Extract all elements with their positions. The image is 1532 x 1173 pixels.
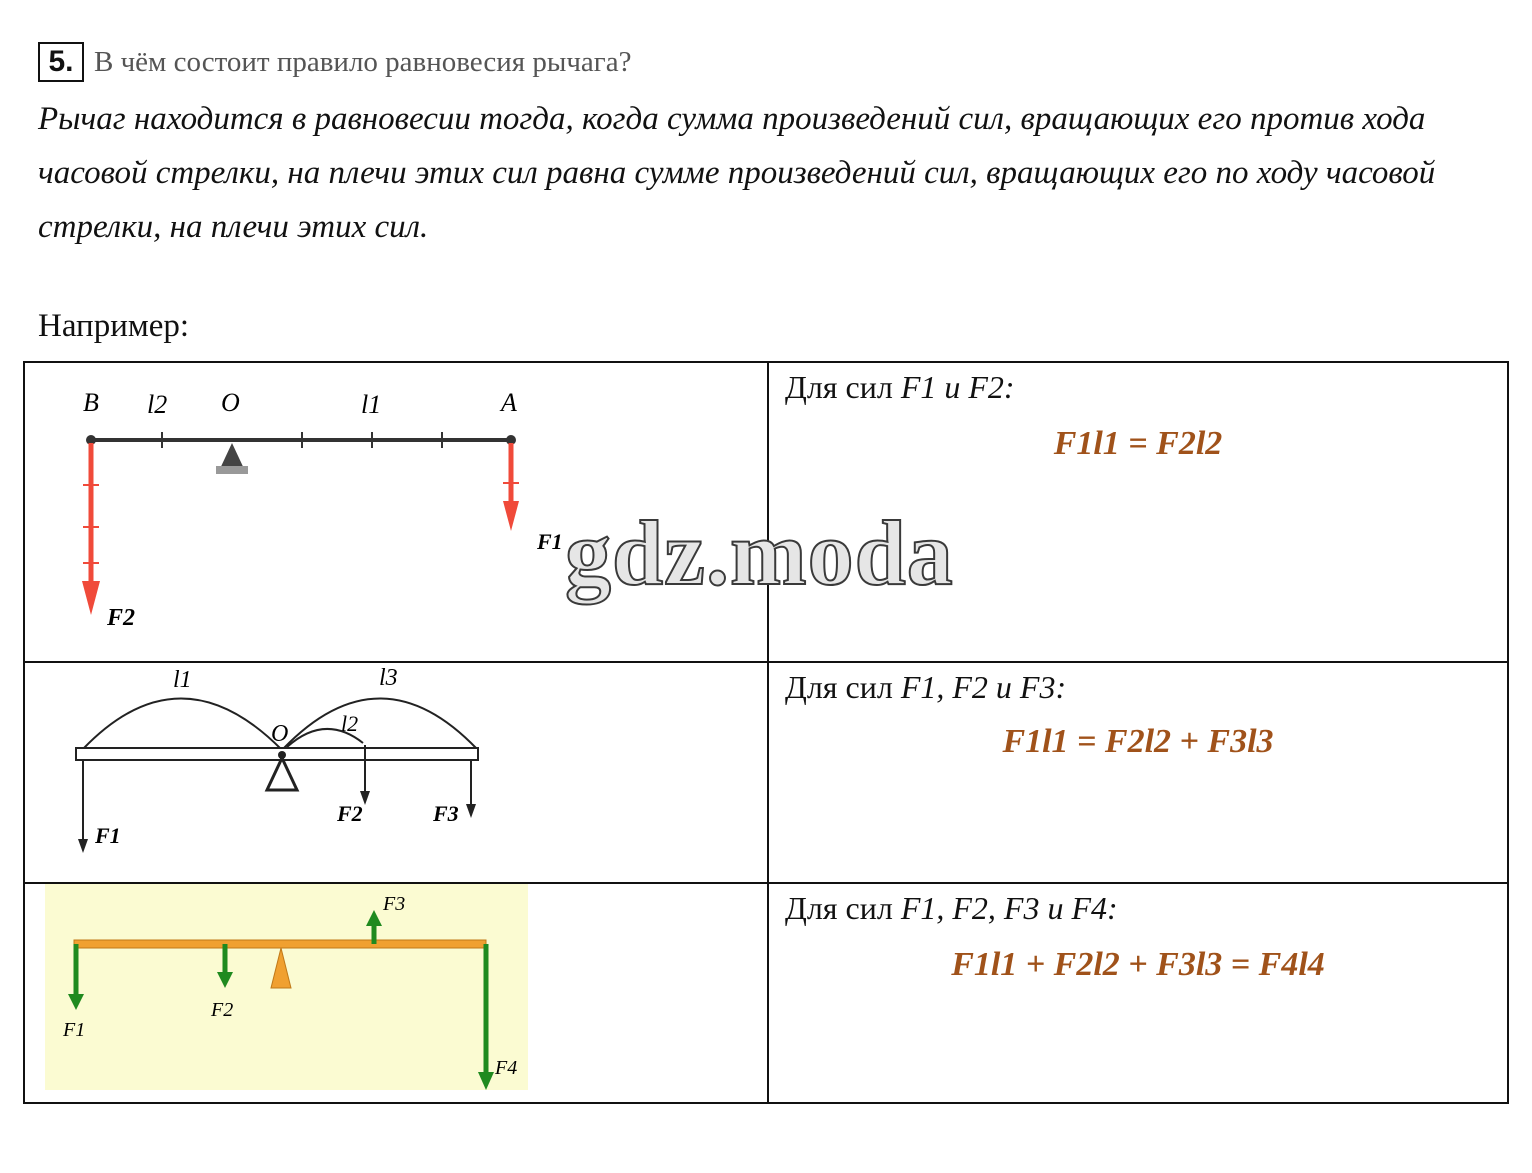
label-f4: F4 — [495, 1057, 518, 1079]
formula-3: F1l1 + F2l2 + F3l3 = F4l4 — [951, 946, 1325, 983]
label-l1: l1 — [173, 667, 192, 693]
forces-list-3: F1, F2, F3 и F4: — [900, 890, 1118, 926]
lever-figure-2 — [25, 663, 767, 877]
forces-label-1: Для сил F1 и F2: — [785, 369, 1015, 405]
formula-2: F1l1 = F2l2 + F3l3 — [1002, 723, 1274, 760]
table-row — [24, 883, 1508, 1103]
label-f1: F1 — [95, 823, 121, 848]
forces-label-3: Для сил F1, F2, F3 и F4: — [785, 890, 1118, 926]
answer-text: Рычаг находится в равновесии тогда, когда сумма произведений сил, вращающих его против хода часовой стрелки, на плечи этих сил равна сумме произведений сил, вращающих его по ходу часовой стрелки, на плечи этих сил. — [38, 101, 1436, 245]
label-f3: F3 — [433, 801, 459, 826]
forces-list-2: F1, F2 и F3: — [900, 669, 1067, 705]
label-f2: F2 — [211, 999, 234, 1021]
question-text: В чём состоит правило равновесия рычага? — [94, 45, 632, 78]
label-b: B — [83, 388, 99, 417]
arrow-f3-icon — [466, 804, 476, 818]
lever-figure-3 — [25, 884, 767, 1097]
label-l2: l2 — [147, 390, 168, 419]
lever-table — [23, 361, 1509, 1104]
lever-beam — [74, 940, 486, 948]
label-o: O — [221, 388, 240, 417]
question-header — [38, 38, 631, 86]
lever-beam — [76, 748, 478, 760]
label-l2: l2 — [341, 711, 359, 736]
label-f3: F3 — [383, 893, 406, 915]
text-cell-3 — [768, 883, 1508, 1103]
figure-cell-2 — [24, 662, 768, 883]
label-l3: l3 — [379, 665, 398, 691]
label-f1: F1 — [63, 1019, 86, 1041]
watermark: gdz.moda — [565, 502, 954, 604]
text-cell-2 — [768, 662, 1508, 883]
table-row — [24, 662, 1508, 883]
label-f2: F2 — [337, 801, 363, 826]
label-a: A — [501, 388, 517, 417]
label-l1: l1 — [361, 390, 382, 419]
formula-1: F1l1 = F2l2 — [1053, 425, 1223, 462]
fulcrum-icon — [267, 758, 297, 790]
example-label: Например: — [38, 308, 190, 344]
label-f2: F2 — [107, 605, 136, 631]
label-o: O — [271, 721, 289, 747]
figure-cell-3 — [24, 883, 768, 1103]
forces-list-1: F1 и F2: — [900, 369, 1015, 405]
arrow-f1-icon — [78, 839, 88, 853]
label-f1: F1 — [537, 529, 563, 554]
question-number: 5. — [38, 42, 84, 82]
forces-label-2: Для сил F1, F2 и F3: — [785, 669, 1067, 705]
